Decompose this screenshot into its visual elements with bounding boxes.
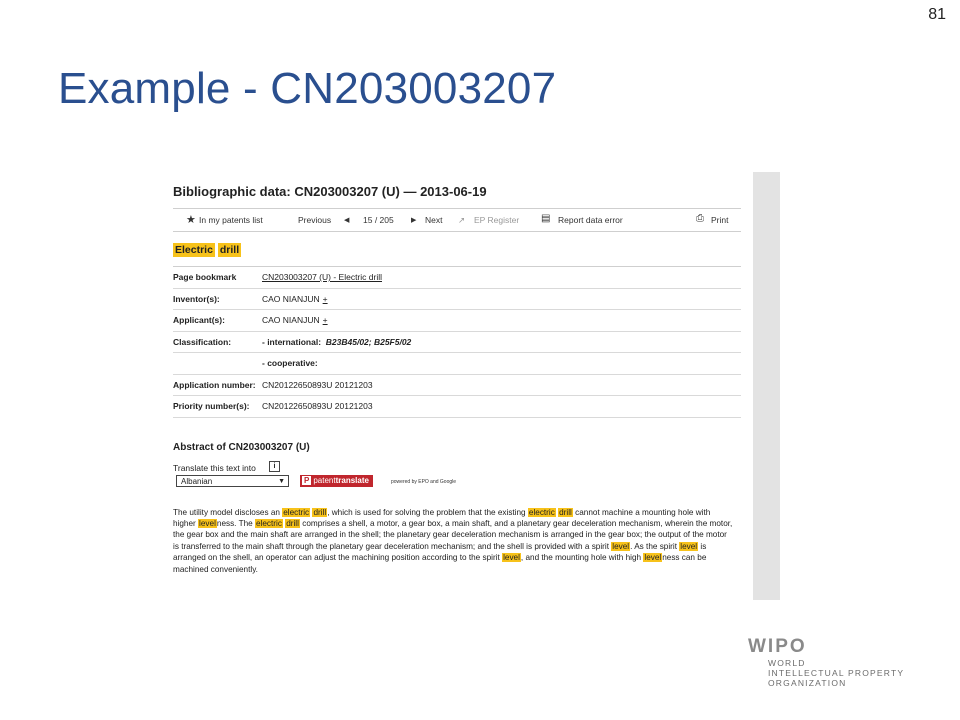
patenttranslate-mark-icon: P	[304, 475, 310, 485]
highlighted-term: electric	[283, 507, 310, 517]
table-row	[173, 353, 741, 375]
wipo-line-2: INTELLECTUAL PROPERTY	[768, 668, 905, 678]
title-word-drill: drill	[219, 244, 240, 256]
international-label: - international:	[262, 336, 322, 347]
bibliographic-title: Bibliographic data: CN203003207 (U) — 2013-06-19	[173, 184, 487, 199]
abstract-text-part: . As the spirit	[630, 541, 680, 551]
bibliographic-panel	[173, 172, 741, 575]
translate-label: Translate this text into	[173, 462, 256, 473]
row-label: Page bookmark	[173, 267, 262, 289]
table-row	[173, 396, 741, 418]
previous-link[interactable]: Previous	[298, 215, 332, 225]
report-icon[interactable]: ▤	[541, 213, 551, 224]
international-codes[interactable]: B23B45/02; B25F5/02	[325, 336, 412, 347]
abstract-text	[173, 507, 733, 575]
title-word-electric: Electric	[175, 244, 213, 256]
highlighted-term: level	[644, 553, 662, 563]
wipo-wordmark: WIPO	[748, 636, 807, 657]
scrollbar[interactable]	[753, 172, 780, 600]
patenttranslate-logo[interactable]	[300, 475, 373, 487]
chevron-down-icon: ▼	[278, 477, 285, 485]
row-label: Application number:	[173, 374, 262, 396]
wipo-logo	[748, 636, 904, 688]
table-row	[173, 374, 741, 396]
highlighted-term: drill	[559, 507, 572, 517]
wipo-line-1: WORLD	[768, 658, 806, 668]
slide-title: Example - CN203003207	[58, 64, 557, 113]
powered-by-text: powered by EPO and Google	[391, 478, 457, 485]
page-counter: 15 / 205	[363, 215, 394, 225]
highlighted-term: level	[503, 553, 520, 563]
cooperative-label: - cooperative:	[262, 358, 318, 369]
abstract-title: Abstract of CN203003207 (U)	[173, 441, 310, 453]
abstract-text-part: ness. The	[216, 518, 255, 528]
highlighted-term: drill	[286, 518, 299, 528]
table-row	[173, 310, 741, 332]
inventor-plus-link[interactable]: +	[322, 293, 328, 304]
wipo-line-3: ORGANIZATION	[768, 678, 847, 688]
row-label: Classification:	[173, 331, 262, 353]
pt-brand-a: patent	[313, 475, 336, 485]
report-error-link[interactable]: Report data error	[558, 215, 623, 225]
row-label: Applicant(s):	[173, 310, 262, 332]
priority-value: CN20122650893U 20121203	[262, 396, 741, 418]
row-label: Inventor(s):	[173, 288, 262, 310]
abstract-text-part: , and the mounting hole with high	[520, 553, 644, 563]
table-row	[173, 267, 741, 289]
printer-icon[interactable]: ⎙	[696, 213, 704, 224]
my-patents-link[interactable]: In my patents list	[199, 215, 263, 225]
abstract-text-part: ness can be machined conveniently.	[173, 553, 707, 574]
language-selected: Albanian	[181, 476, 213, 486]
info-icon[interactable]: i	[269, 461, 280, 472]
abstract-text-part: The utility model discloses an	[173, 507, 283, 517]
highlighted-term: level	[199, 518, 216, 528]
application-value: CN20122650893U 20121203	[262, 374, 741, 396]
row-label: Priority number(s):	[173, 396, 262, 418]
left-arrow-icon[interactable]: ◀	[344, 217, 350, 224]
applicant-plus-link[interactable]: +	[322, 315, 328, 326]
abstract-text-part: cannot machine a mounting hole with higher	[173, 507, 711, 528]
inventor-value: CAO NIANJUN	[262, 293, 320, 304]
toolbar	[173, 208, 741, 232]
pt-brand-b: translate	[335, 475, 369, 485]
external-link-icon: ↗	[458, 215, 466, 225]
highlighted-term: electric	[255, 518, 282, 528]
right-arrow-icon[interactable]: ▶	[411, 217, 417, 224]
patent-title	[173, 244, 741, 262]
bookmark-link[interactable]: CN203003207 (U) - Electric drill	[262, 272, 382, 283]
table-row	[173, 288, 741, 310]
table-row	[173, 331, 741, 353]
bibliographic-table	[173, 266, 741, 418]
language-select[interactable]	[176, 475, 289, 487]
print-link[interactable]: Print	[711, 215, 729, 225]
abstract-text-part: is arranged on the shell, an operator can adjust the machining position according to the spirit	[173, 541, 707, 563]
abstract-text-part: comprises a shell, a motor, a gear box, a main shaft, and a planetary gear deceleration mechanism, wherein the motor, the gear box and the main shaft are arranged in the shell; the planetary gear deceleration mechanism is arranged in the gear box; the output of the motor is transferred to the main shaft through the planetary gear deceleration mechanism; and the shell is provided with a spirit	[173, 518, 733, 551]
star-icon[interactable]: ★	[186, 214, 196, 226]
next-link[interactable]: Next	[425, 215, 443, 225]
highlighted-term: level	[680, 541, 698, 551]
ep-register-link[interactable]: EP Register	[474, 215, 520, 225]
translate-row	[173, 463, 741, 493]
slide-number: 81	[928, 6, 946, 23]
applicant-value: CAO NIANJUN	[262, 315, 320, 326]
espacenet-screenshot	[170, 172, 782, 600]
highlighted-term: drill	[313, 507, 327, 517]
highlighted-term: electric	[528, 507, 555, 517]
abstract-text-part: , which is used for solving the problem that the existing	[327, 507, 528, 517]
highlighted-term: level	[612, 541, 630, 551]
